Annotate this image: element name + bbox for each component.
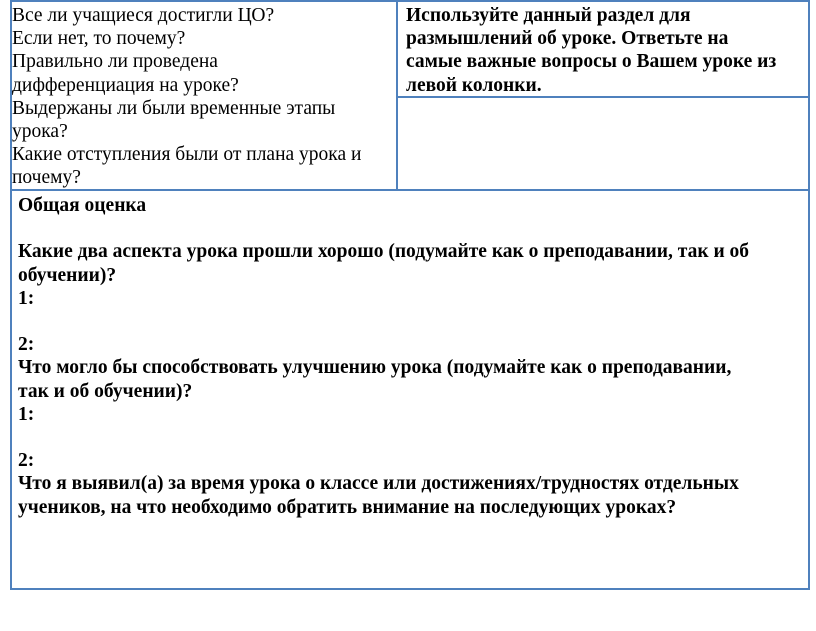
question-2-line-2: так и об обучении)? [18,380,193,402]
blank-line [18,310,798,333]
question-line: дифференциация на уроке? [12,74,239,96]
reflection-answer-cell[interactable] [398,98,808,189]
answer-1-1: 1: [18,287,35,309]
question-line: Какие отступления были от плана урока и [12,144,362,166]
instruction-line: Используйте данный раздел для [406,5,691,26]
question-line: Если нет, то почему? [12,28,186,50]
instruction-line: левой колонки. [406,74,542,96]
question-3-line-2: учеников, на что необходимо обратить внимание на последующих уроках? [18,496,677,518]
answer-1-2: 2: [18,334,35,356]
question-line: Все ли учащиеся достигли ЦО? [12,5,275,26]
answer-2-1: 1: [18,403,35,425]
question-line: урока? [12,121,68,143]
question-line: почему? [12,167,81,189]
answer-2-2: 2: [18,450,35,472]
blank-line [18,426,798,449]
question-line: Выдержаны ли были временные этапы [12,97,336,119]
overall-title: Общая оценка [18,195,147,216]
instruction-line: самые важные вопросы о Вашем уроке из [406,51,777,73]
blank-line [18,217,798,240]
question-1-line-2: обучении)? [18,264,117,286]
question-2-line-1: Что могло бы способствовать улучшению урока (подумайте как о преподавании, [18,357,732,379]
question-line: Правильно ли проведена [12,51,218,73]
question-3-line-1: Что я выявил(а) за время урока о классе или достижениях/трудностях отдельных [18,473,739,495]
reflection-instructions [406,4,802,97]
question-1-line-1: Какие два аспекта урока прошли хорошо (подумайте как о преподавании, так и об [18,241,750,263]
overall-assessment [18,194,798,519]
instruction-line: размышлений об уроке. Ответьте на [406,28,729,50]
left-questions-cell [12,4,394,190]
